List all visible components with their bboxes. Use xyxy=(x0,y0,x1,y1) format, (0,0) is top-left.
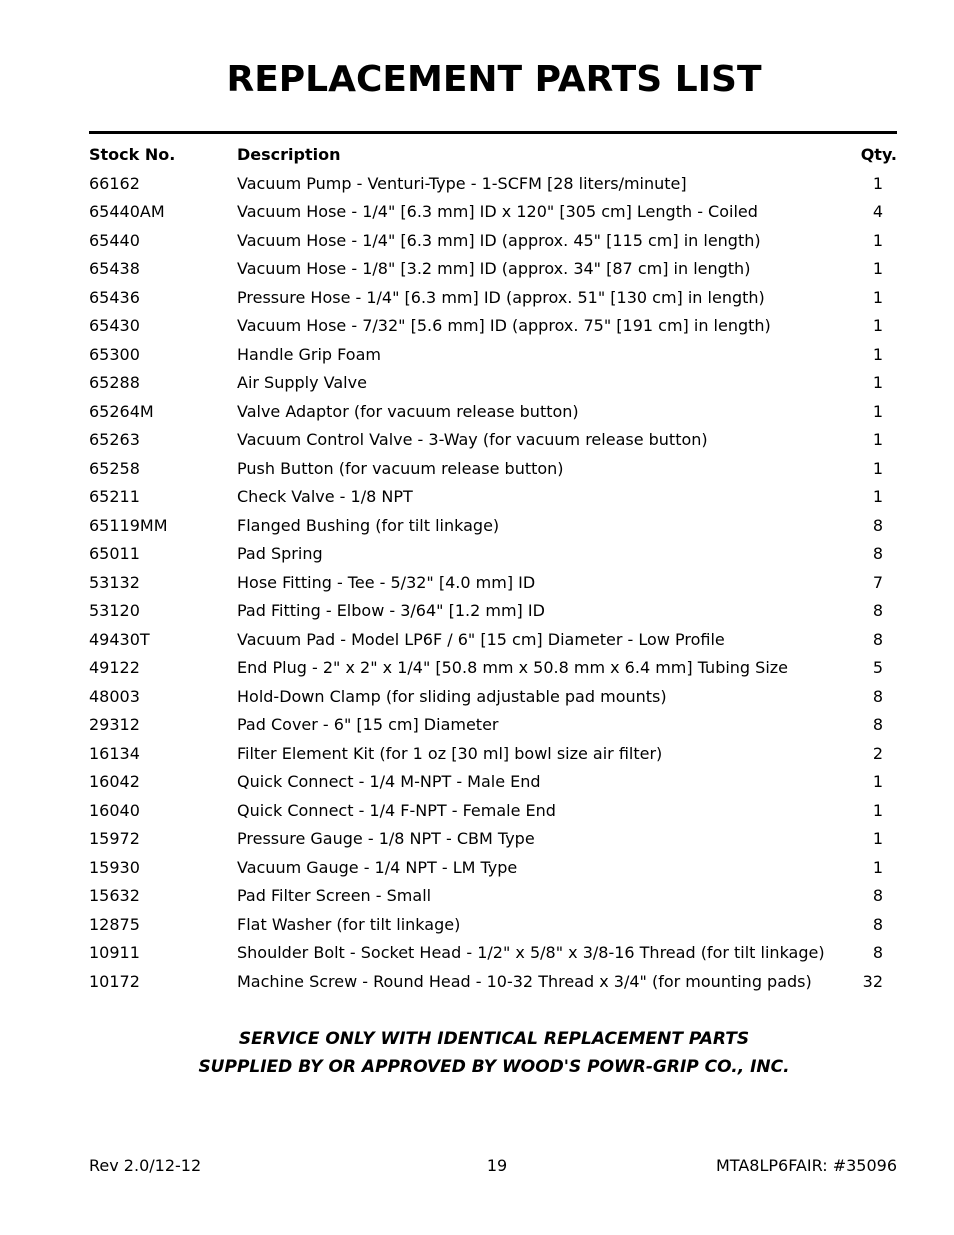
description-cell: Hold-Down Clamp (for sliding adjustable pad mounts) xyxy=(237,686,667,706)
quantity-cell: 2 xyxy=(872,743,883,763)
description-cell: Push Button (for vacuum release button) xyxy=(237,458,564,478)
description-cell: Flanged Bushing (for tilt linkage) xyxy=(237,515,500,535)
table-row xyxy=(89,911,897,940)
stock-number-cell: 12875 xyxy=(89,914,140,934)
table-row xyxy=(89,455,897,484)
description-cell: Pad Fitting - Elbow - 3/64" [1.2 mm] ID xyxy=(237,601,545,620)
table-row xyxy=(89,968,897,997)
stock-number-cell: 49430T xyxy=(89,629,150,649)
stock-number-cell: 48003 xyxy=(89,686,140,706)
quantity-cell: 5 xyxy=(872,658,883,677)
quantity-cell: 8 xyxy=(872,886,883,905)
description-cell: Vacuum Hose - 1/4" [6.3 mm] ID x 120" [305 cm] Length - Coiled xyxy=(237,202,758,221)
title-divider xyxy=(89,131,897,134)
description-cell: Quick Connect - 1/4 F-NPT - Female End xyxy=(237,800,556,820)
stock-number-cell: 65288 xyxy=(89,373,140,392)
service-notice-line-1: SERVICE ONLY WITH IDENTICAL REPLACEMENT PARTS xyxy=(238,1029,750,1049)
table-row xyxy=(89,597,897,626)
quantity-cell: 8 xyxy=(872,914,883,934)
table-row xyxy=(89,711,897,740)
table-row xyxy=(89,255,897,284)
description-cell: Vacuum Hose - 1/4" [6.3 mm] ID (approx. 45" [115 cm] in length) xyxy=(237,230,761,250)
footer-revision: Rev 2.0/12-12 xyxy=(89,1156,202,1175)
stock-number-cell: 65264M xyxy=(89,401,154,421)
quantity-cell: 8 xyxy=(872,629,883,649)
description-cell: Pad Spring xyxy=(237,544,323,563)
stock-number-cell: 49122 xyxy=(89,658,140,677)
table-row xyxy=(89,825,897,854)
quantity-cell: 8 xyxy=(872,601,883,620)
quantity-cell: 32 xyxy=(862,971,883,991)
description-cell: Air Supply Valve xyxy=(237,373,367,392)
stock-number-cell: 65440AM xyxy=(89,202,165,221)
description-cell: Hose Fitting - Tee - 5/32" [4.0 mm] ID xyxy=(237,572,536,592)
parts-table xyxy=(89,141,897,996)
quantity-cell: 1 xyxy=(872,857,883,877)
table-row xyxy=(89,512,897,541)
description-cell: Vacuum Pump - Venturi-Type - 1-SCFM [28 liters/minute] xyxy=(237,173,687,193)
description-cell: Pressure Gauge - 1/8 NPT - CBM Type xyxy=(237,829,535,848)
table-row xyxy=(89,683,897,712)
stock-number-cell: 15632 xyxy=(89,886,140,905)
footer-document-id: MTA8LP6FAIR: #35096 xyxy=(715,1156,897,1175)
quantity-cell: 1 xyxy=(872,829,883,848)
quantity-cell: 1 xyxy=(872,230,883,250)
table-body xyxy=(89,170,897,997)
table-row xyxy=(89,740,897,769)
table-row xyxy=(89,797,897,826)
stock-number-cell: 65119MM xyxy=(89,515,168,535)
quantity-cell: 1 xyxy=(872,401,883,421)
table-row xyxy=(89,540,897,569)
table-header-row xyxy=(89,141,897,170)
quantity-cell: 1 xyxy=(872,259,883,278)
table-row xyxy=(89,227,897,256)
description-cell: Pressure Hose - 1/4" [6.3 mm] ID (approx. 51" [130 cm] in length) xyxy=(237,287,765,307)
description-cell: Vacuum Hose - 1/8" [3.2 mm] ID (approx. 34" [87 cm] in length) xyxy=(237,259,751,278)
quantity-cell: 1 xyxy=(872,430,883,449)
quantity-cell: 1 xyxy=(872,772,883,791)
description-cell: Vacuum Gauge - 1/4 NPT - LM Type xyxy=(237,857,518,877)
stock-number-cell: 65438 xyxy=(89,259,140,278)
column-header-description: Description xyxy=(237,145,341,164)
stock-number-cell: 66162 xyxy=(89,173,140,193)
stock-number-cell: 16040 xyxy=(89,800,140,820)
description-cell: Machine Screw - Round Head - 10-32 Thread x 3/4" (for mounting pads) xyxy=(237,971,812,991)
quantity-cell: 8 xyxy=(872,544,883,563)
quantity-cell: 1 xyxy=(872,487,883,506)
stock-number-cell: 65011 xyxy=(89,544,140,563)
table-row xyxy=(89,654,897,683)
footer-page-number: 19 xyxy=(486,1156,508,1175)
quantity-cell: 1 xyxy=(872,800,883,820)
quantity-cell: 4 xyxy=(872,202,883,221)
quantity-cell: 8 xyxy=(872,686,883,706)
table-row xyxy=(89,569,897,598)
quantity-cell: 1 xyxy=(872,344,883,364)
table-row xyxy=(89,483,897,512)
stock-number-cell: 65258 xyxy=(89,458,140,478)
quantity-cell: 8 xyxy=(872,943,883,962)
quantity-cell: 1 xyxy=(872,458,883,478)
table-row xyxy=(89,284,897,313)
quantity-cell: 8 xyxy=(872,515,883,535)
description-cell: Check Valve - 1/8 NPT xyxy=(237,487,413,506)
description-cell: Pad Filter Screen - Small xyxy=(237,886,432,905)
column-header-qty: Qty. xyxy=(860,145,897,164)
table-row xyxy=(89,426,897,455)
stock-number-cell: 65436 xyxy=(89,287,140,307)
table-row xyxy=(89,341,897,370)
stock-number-cell: 16134 xyxy=(89,743,140,763)
stock-number-cell: 65300 xyxy=(89,344,140,364)
stock-number-cell: 65440 xyxy=(89,230,140,250)
quantity-cell: 7 xyxy=(872,572,883,592)
quantity-cell: 8 xyxy=(872,715,883,734)
table-row xyxy=(89,312,897,341)
description-cell: Vacuum Control Valve - 3-Way (for vacuum release button) xyxy=(237,430,708,449)
stock-number-cell: 10911 xyxy=(89,943,140,962)
stock-number-cell: 53120 xyxy=(89,601,140,620)
page-title: REPLACEMENT PARTS LIST xyxy=(226,59,762,100)
description-cell: Vacuum Pad - Model LP6F / 6" [15 cm] Diameter - Low Profile xyxy=(237,629,725,649)
stock-number-cell: 29312 xyxy=(89,715,140,734)
stock-number-cell: 15930 xyxy=(89,857,140,877)
description-cell: Vacuum Hose - 7/32" [5.6 mm] ID (approx. 75" [191 cm] in length) xyxy=(237,316,771,335)
quantity-cell: 1 xyxy=(872,316,883,335)
stock-number-cell: 65430 xyxy=(89,316,140,335)
quantity-cell: 1 xyxy=(872,287,883,307)
stock-number-cell: 65263 xyxy=(89,430,140,449)
description-cell: Shoulder Bolt - Socket Head - 1/2" x 5/8" x 3/8-16 Thread (for tilt linkage) xyxy=(237,943,825,962)
table-row xyxy=(89,626,897,655)
table-row xyxy=(89,768,897,797)
description-cell: Quick Connect - 1/4 M-NPT - Male End xyxy=(237,772,541,791)
table-row xyxy=(89,398,897,427)
description-cell: Flat Washer (for tilt linkage) xyxy=(237,914,461,934)
quantity-cell: 1 xyxy=(872,373,883,392)
description-cell: Pad Cover - 6" [15 cm] Diameter xyxy=(237,715,499,734)
stock-number-cell: 10172 xyxy=(89,971,140,991)
quantity-cell: 1 xyxy=(872,173,883,193)
service-notice-line-2: SUPPLIED BY OR APPROVED BY WOOD'S POWR-GRIP CO., INC. xyxy=(198,1057,790,1077)
table-row xyxy=(89,939,897,968)
table-row xyxy=(89,198,897,227)
description-cell: End Plug - 2" x 2" x 1/4" [50.8 mm x 50.8 mm x 6.4 mm] Tubing Size xyxy=(237,658,789,677)
stock-number-cell: 16042 xyxy=(89,772,140,791)
stock-number-cell: 65211 xyxy=(89,487,140,506)
stock-number-cell: 53132 xyxy=(89,572,140,592)
table-row xyxy=(89,854,897,883)
column-header-stock: Stock No. xyxy=(89,145,176,164)
description-cell: Filter Element Kit (for 1 oz [30 ml] bowl size air filter) xyxy=(237,743,663,763)
table-row xyxy=(89,170,897,199)
description-cell: Handle Grip Foam xyxy=(237,344,381,364)
description-cell: Valve Adaptor (for vacuum release button) xyxy=(237,401,579,421)
stock-number-cell: 15972 xyxy=(89,829,140,848)
table-row xyxy=(89,882,897,911)
table-row xyxy=(89,369,897,398)
